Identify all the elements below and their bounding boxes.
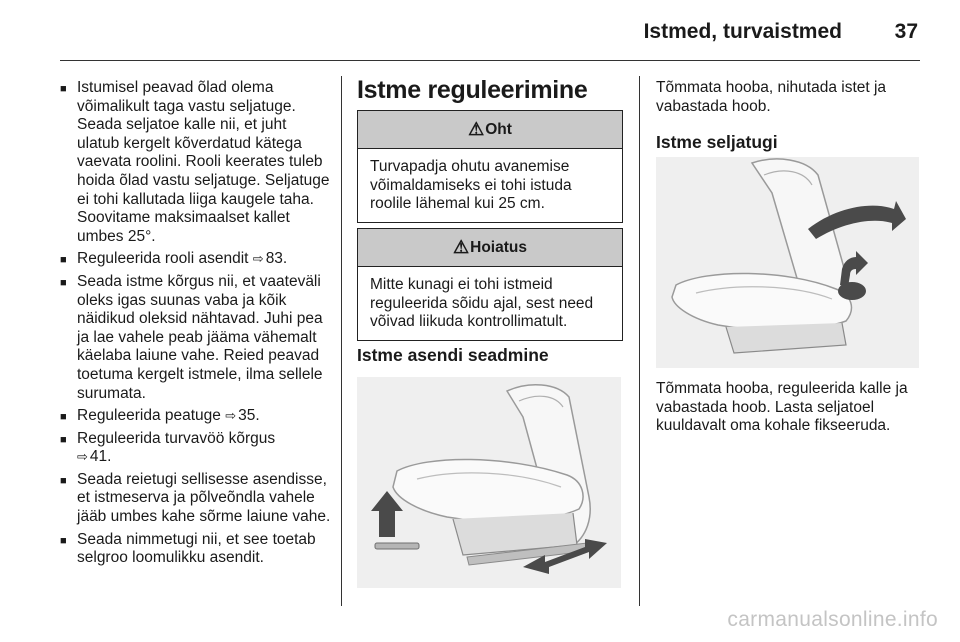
bullet-icon: ■: [60, 254, 67, 267]
bullet-icon: ■: [60, 411, 67, 424]
page-reference[interactable]: 35.: [238, 407, 260, 425]
left-column: [60, 79, 332, 572]
caution-box-header: ⚠ Hoiatus: [358, 229, 622, 267]
bullet-icon: ■: [60, 433, 67, 446]
caution-box: [357, 228, 623, 341]
page-reference[interactable]: 83.: [265, 250, 288, 268]
section-title: Istme reguleerimine: [357, 76, 588, 104]
list-item: ■ Seada istme kõrgus nii, et vaateväli oleks igas suunas vaba ja kõik näidikud oleksid nähtavad. Juhi pea ja lae vahele peab jääma vähemalt käelaba laiune vahe. Reied peavad toetuma kergelt istmele, ilma sellele surumata.: [60, 272, 323, 402]
list-item: ■ Reguleerida rooli asendit ⇨ 83.: [60, 250, 332, 269]
watermark: carmanualsonline.info: [727, 608, 938, 631]
warning-triangle-icon: ⚠: [468, 119, 485, 139]
subsection-title-backrest: Istme seljatugi: [656, 132, 778, 152]
caution-box-text: Mitte kunagi ei tohi istmeid reguleerida sõidu ajal, sest need võivad liikuda kontrollimatult.: [370, 276, 594, 331]
bullet-icon: ■: [60, 534, 67, 547]
page-header: [0, 0, 960, 60]
page-reference-arrow-icon: ⇨: [252, 251, 264, 267]
backrest-illustration: [656, 157, 919, 368]
header-rule: [60, 60, 920, 61]
subsection-title-seat-position: Istme asendi seadmine: [357, 345, 549, 365]
bullet-icon: ■: [60, 276, 67, 289]
instruction-list: [60, 79, 332, 568]
list-item: ■ Reguleerida turvavöö kõrgus ⇨ 41.: [60, 429, 276, 466]
page-reference-arrow-icon: ⇨: [225, 408, 237, 424]
list-item: ■ Seada reietugi sellisesse asendisse, et istmeserva ja põlveõndla vahele jääb umbes kahe sõrme laiune vahe.: [60, 470, 331, 526]
seat-position-instruction: Tõmmata hooba, nihutada istet ja vabastada hoob.: [656, 79, 887, 115]
chapter-title: Istmed, turvaistmed: [643, 20, 842, 43]
page-reference-arrow-icon: ⇨: [77, 449, 88, 465]
list-item: ■ Seada nimmetugi nii, et see toetab selgroo loomulikku asendit.: [60, 530, 316, 567]
danger-box-text: Turvapadja ohutu avanemise võimaldamiseks ei tohi istuda roolile lähemal kui 25 cm.: [370, 158, 572, 213]
danger-box-header: ⚠ Oht: [358, 111, 622, 149]
bullet-icon: ■: [60, 83, 67, 95]
bullet-icon: ■: [60, 474, 67, 487]
backrest-instruction: Tõmmata hooba, reguleerida kalle ja vabastada hoob. Lasta seljatoel kuuldavalt oma kohale fikseeruda.: [656, 380, 908, 435]
column-divider-right: [639, 76, 640, 606]
seat-position-illustration: [357, 377, 621, 588]
page-number: 37: [894, 20, 918, 43]
column-divider-left: [341, 76, 342, 606]
list-item: ■ Reguleerida peatuge ⇨ 35.: [60, 407, 332, 426]
danger-box: [357, 110, 623, 223]
warning-triangle-icon: ⚠: [453, 237, 470, 257]
list-item: ■ Istumisel peavad õlad olema võimalikult taga vastu seljatuge. Seada seljatoe kalle nii, et juht ulatub kergelt kõverdatud kätega vaevata roolini. Rooli keerates tuleb hoida õlad vastu seljatuge. Seljatuge ei tohi kallutada liiga kaugele taha. Soovitame maksimaalset kallet umbes 25°.: [60, 79, 330, 245]
page-reference[interactable]: 41.: [89, 448, 112, 466]
